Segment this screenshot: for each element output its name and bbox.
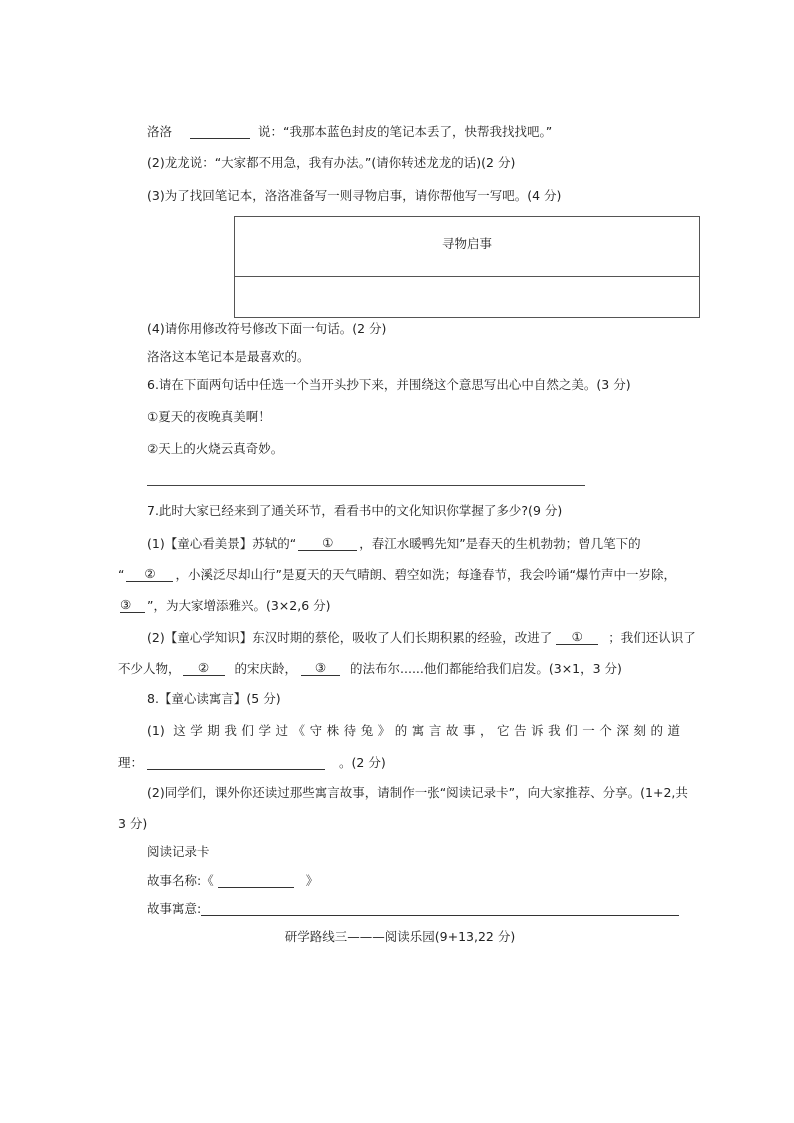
notice-body-row — [235, 277, 699, 317]
q5-sub2: (2)龙龙说：“大家都不用急，我有办法。”(请你转述龙龙的话)(2 分) — [147, 155, 516, 170]
q8-moral-blank — [147, 754, 325, 770]
q7-part2-text-b: ；我们还认识了 — [608, 630, 696, 645]
q8-sub1-line2 — [118, 754, 386, 770]
story-name-blank — [218, 872, 294, 888]
story-name-line — [147, 872, 318, 888]
q5-sub3: (3)为了找回笔记本，洛洛准备写一则寻物启事，请你帮他写一写吧。(4 分) — [147, 188, 562, 203]
q7-part2-text-e: 的法布尔......他们都能给我们启发。(3×1，3 分) — [350, 661, 622, 676]
story-name-close: 》 — [305, 873, 319, 888]
q7-part2-blank-1: ① — [556, 629, 598, 645]
story-moral-label: 故事寓意: — [147, 901, 202, 916]
q7-part1-blank-2: ② — [126, 566, 173, 582]
q6-prompt: 6.请在下面两句话中任选一个当开头抄下来，并围绕这个意思写出心中自然之美。(3 分) — [147, 377, 631, 392]
q7-part2-blank-2: ② — [183, 660, 225, 676]
q6-answer-line — [147, 485, 585, 486]
story-moral-blank — [201, 900, 679, 916]
q8-title: 8.【童心读寓言】(5 分) — [147, 691, 281, 706]
q7-part1-text-d: ，小溪泛尽却山行”是夏天的天气晴朗、碧空如洗；每逢春节，我会吟诵“爆竹声中一岁除， — [175, 567, 676, 582]
q7-part1-blank-1: ① — [298, 535, 357, 551]
speaker-name: 洛洛 — [147, 124, 173, 139]
q5-speaker-line — [147, 123, 552, 139]
section-heading: 研学路线三———阅读乐园(9+13,22 分) — [284, 929, 516, 944]
q7-part1-line3 — [120, 597, 331, 613]
notice-title: 寻物启事 — [441, 236, 492, 251]
q7-part2-line2 — [118, 660, 622, 676]
speaker-blank — [190, 123, 250, 139]
lost-notice-table — [234, 216, 700, 318]
q7-part1-text-b: ，春江水暖鸭先知”是春天的生机勃勃；曾几笔下的 — [359, 536, 641, 551]
q7-part2-blank-3: ③ — [301, 660, 340, 676]
q6-option-2: ②天上的火烧云真奇妙。 — [147, 441, 284, 456]
q8-sub1-prefix: 理： — [118, 755, 144, 770]
q7-part2-text-d: 的宋庆龄， — [234, 661, 298, 676]
q7-part1-blank-3: ③ — [120, 597, 145, 613]
story-moral-line — [147, 900, 679, 916]
q7-part1-text-e: ”，为大家增添雅兴。(3×2,6 分) — [147, 598, 331, 613]
q7-part2-line1 — [147, 629, 696, 645]
q7-part1-line1 — [147, 535, 641, 551]
q7-prompt: 7.此时大家已经来到了通关环节，看看书中的文化知识你掌握了多少?(9 分) — [147, 503, 563, 518]
q5-sub4-sentence: 洛洛这本笔记本是最喜欢的。 — [147, 349, 310, 364]
reading-card-title: 阅读记录卡 — [147, 844, 210, 859]
q7-part1-line2 — [118, 566, 676, 582]
notice-title-row — [235, 217, 699, 277]
q6-option-1: ①夏天的夜晚真美啊！ — [147, 409, 271, 424]
q5-sub4: (4)请你用修改符号修改下面一句话。(2 分) — [147, 321, 387, 336]
q7-part2-text-c: 不少人物， — [118, 661, 181, 676]
q7-part1-text-a: (1)【童心看美景】苏轼的“ — [147, 536, 297, 551]
q7-part1-text-c: “ — [118, 567, 125, 582]
q8-sub2-line2: 3 分) — [118, 816, 148, 831]
q8-sub1-suffix: 。(2 分) — [339, 755, 386, 770]
q8-sub1-line1: (1) 这学期我们学过《守株待兔》的寓言故事，它告诉我们一个深刻的道 — [147, 723, 680, 738]
speaker-speech: 说：“我那本蓝色封皮的笔记本丢了，快帮我找找吧。” — [258, 124, 553, 139]
q8-sub2-line1: (2)同学们，课外你还读过那些寓言故事，请制作一张“阅读记录卡”，向大家推荐、分享。(1+2,共 — [147, 785, 688, 800]
story-name-label: 故事名称:《 — [147, 873, 214, 888]
q7-part2-text-a: (2)【童心学知识】东汉时期的蔡伦，吸收了人们长期积累的经验，改进了 — [147, 630, 553, 645]
